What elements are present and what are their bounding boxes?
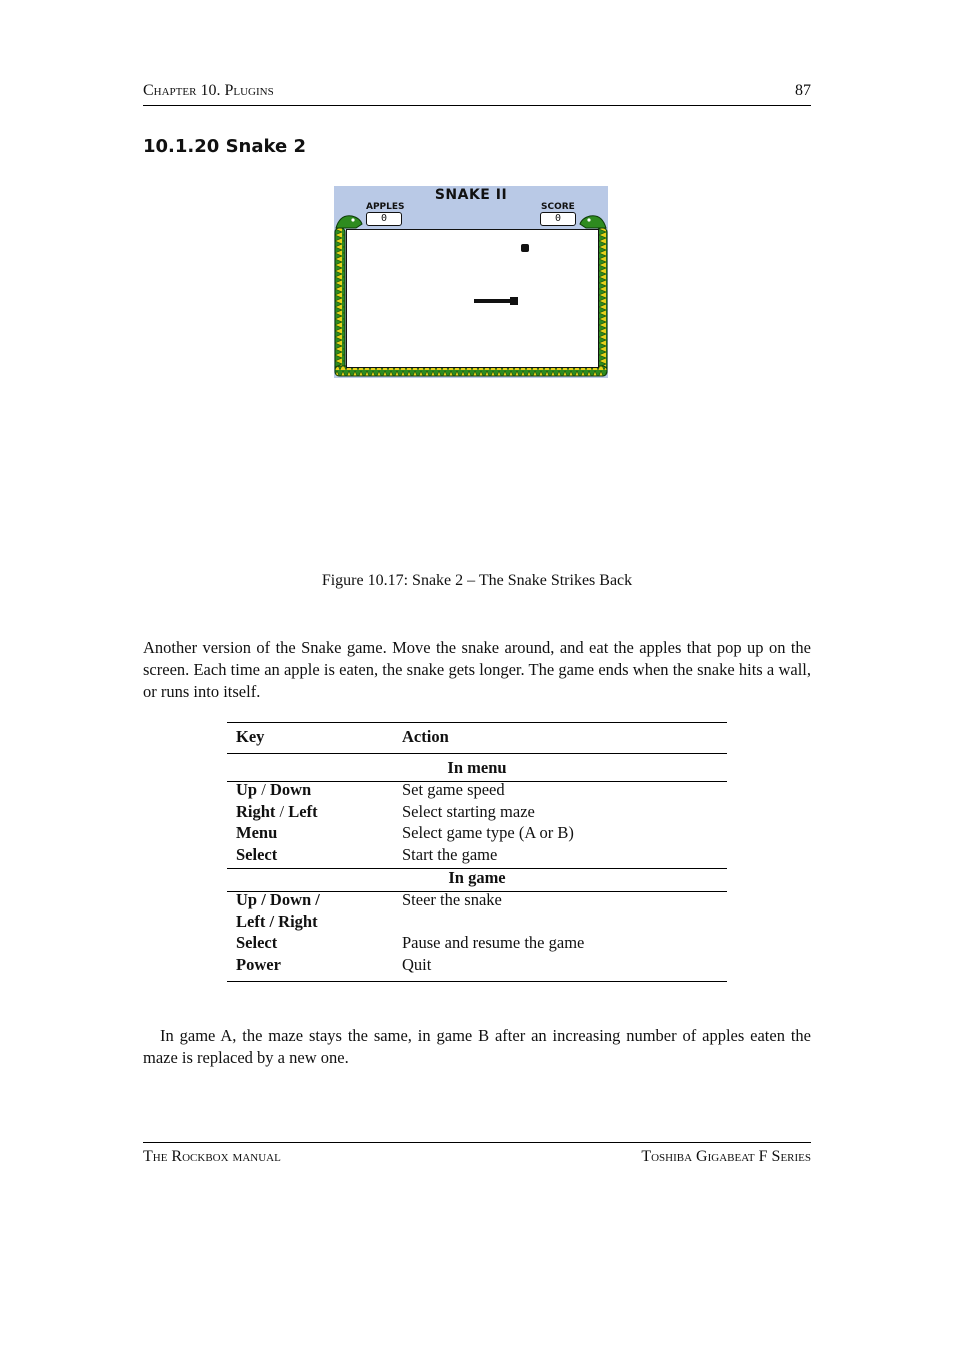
page-number: 87 xyxy=(795,82,811,99)
key-cell: Up / Down / xyxy=(236,890,320,909)
key-cell: Left / Right xyxy=(236,912,318,931)
action-cell: Set game speed xyxy=(402,780,505,799)
apples-counter: 0 xyxy=(366,212,402,226)
game-objects xyxy=(347,230,598,367)
table-top-rule xyxy=(227,722,727,723)
key-cell: Select xyxy=(236,933,278,952)
group-title-menu: In menu xyxy=(447,758,507,777)
game-title: SNAKE II xyxy=(434,187,508,203)
action-cell: Pause and resume the game xyxy=(402,933,585,952)
running-header-chapter: Chapter 10. Plugins xyxy=(143,82,274,99)
table-bottom-rule xyxy=(227,981,727,982)
snake-head-icon xyxy=(510,297,518,305)
key-cell: Select xyxy=(236,845,278,864)
snake-heads xyxy=(334,210,608,230)
key-cell: Right / Left xyxy=(236,802,318,821)
action-cell: Steer the snake xyxy=(402,890,502,909)
header-action: Action xyxy=(402,727,449,746)
intro-paragraph: Another version of the Snake game. Move the snake around, and eat the apples that pop up on the screen. Each time an apple is eaten, the snake gets longer. The game ends when the snake hits a wall, or runs into itself. xyxy=(143,638,811,701)
footer-left: The Rockbox manual xyxy=(143,1148,281,1165)
score-counter: 0 xyxy=(540,212,576,226)
figure-caption: Figure 10.17: Snake 2 – The Snake Strikes Back xyxy=(321,572,633,589)
score-label: SCORE xyxy=(541,202,575,212)
footer-rule xyxy=(143,1142,811,1143)
apple-icon xyxy=(521,244,529,252)
closing-paragraph: In game A, the maze stays the same, in game B after an increasing number of apples eaten the maze is replaced by a new one. xyxy=(143,1026,811,1067)
action-cell: Start the game xyxy=(402,845,498,864)
group-title-game: In game xyxy=(448,868,506,887)
header-key: Key xyxy=(236,727,265,746)
key-table xyxy=(227,722,727,984)
snake-body xyxy=(474,299,514,303)
key-cell: Up / Down xyxy=(236,780,312,799)
action-cell: Select game type (A or B) xyxy=(402,823,574,842)
section-heading: 10.1.20 Snake 2 xyxy=(143,136,306,157)
header-rule xyxy=(143,105,811,106)
action-cell: Select starting maze xyxy=(402,802,535,821)
snake-screenshot xyxy=(334,186,608,378)
key-cell: Menu xyxy=(236,823,278,842)
apples-label: APPLES xyxy=(366,202,405,212)
action-cell: Quit xyxy=(402,955,432,974)
key-cell: Power xyxy=(236,955,281,974)
footer-right: Toshiba Gigabeat F Series xyxy=(641,1148,811,1165)
play-field xyxy=(346,229,599,368)
table-header-rule xyxy=(227,753,727,754)
